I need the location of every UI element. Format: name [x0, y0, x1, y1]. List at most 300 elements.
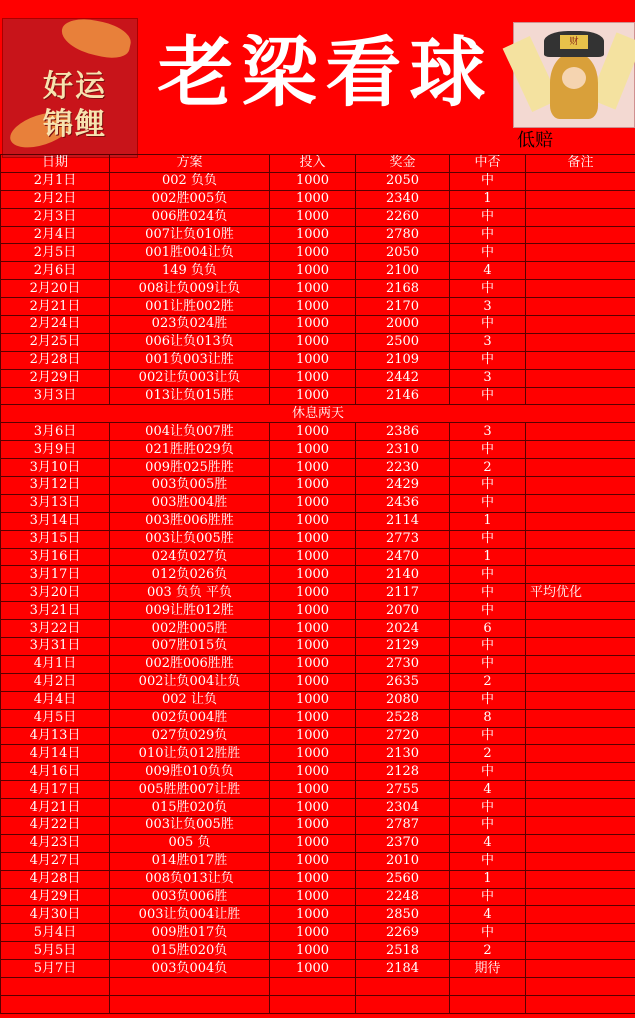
- cell-plan: 003负004负: [110, 960, 270, 978]
- table-row: [1, 691, 635, 709]
- cell-hit: 1: [450, 870, 526, 888]
- cell-plan: 007让负010胜: [110, 226, 270, 244]
- cell-hit: 中: [450, 602, 526, 620]
- cell-plan: 003让负004让胜: [110, 906, 270, 924]
- empty-cell: [526, 977, 635, 995]
- cell-prize: 2304: [356, 799, 450, 817]
- page-title: 老梁看球: [157, 28, 494, 117]
- cell-prize: 2755: [356, 781, 450, 799]
- cell-stake: 1000: [270, 530, 356, 548]
- cell-plan: 006胜024负: [110, 208, 270, 226]
- cell-note: [526, 172, 635, 190]
- table-header-row: [1, 155, 635, 173]
- cell-plan: 005 负: [110, 834, 270, 852]
- cell-note: [526, 298, 635, 316]
- cell-note: [526, 244, 635, 262]
- table-row: [1, 351, 635, 369]
- cell-stake: 1000: [270, 602, 356, 620]
- cell-prize: 2429: [356, 477, 450, 495]
- cell-note: [526, 709, 635, 727]
- cell-hit: 中: [450, 494, 526, 512]
- cell-stake: 1000: [270, 333, 356, 351]
- table-row: [1, 298, 635, 316]
- empty-cell: [1, 995, 110, 1013]
- table-row: [1, 459, 635, 477]
- cell-note: [526, 852, 635, 870]
- cell-hit: 中: [450, 727, 526, 745]
- cell-date: 2月28日: [1, 351, 110, 369]
- empty-cell: [356, 977, 450, 995]
- cell-note: [526, 870, 635, 888]
- cell-plan: 015胜020负: [110, 942, 270, 960]
- cell-date: 4月17日: [1, 781, 110, 799]
- table-row: [1, 244, 635, 262]
- table-row: [1, 477, 635, 495]
- cell-prize: 2170: [356, 298, 450, 316]
- cell-stake: 1000: [270, 906, 356, 924]
- cell-hit: 中: [450, 530, 526, 548]
- cell-stake: 1000: [270, 369, 356, 387]
- cell-date: 3月15日: [1, 530, 110, 548]
- cell-stake: 1000: [270, 494, 356, 512]
- cell-plan: 009胜010负负: [110, 763, 270, 781]
- cell-plan: 003让负005胜: [110, 530, 270, 548]
- cell-prize: 2260: [356, 208, 450, 226]
- table-row: [1, 906, 635, 924]
- rest-label: 休息两天: [1, 405, 635, 423]
- table-row: [1, 316, 635, 334]
- cell-date: 2月4日: [1, 226, 110, 244]
- table-row: [1, 960, 635, 978]
- cell-date: 3月13日: [1, 494, 110, 512]
- cell-plan: 003负006胜: [110, 888, 270, 906]
- table-row: [1, 530, 635, 548]
- cell-plan: 008负013让负: [110, 870, 270, 888]
- cell-plan: 004让负007胜: [110, 423, 270, 441]
- table-row: [1, 369, 635, 387]
- cell-stake: 1000: [270, 888, 356, 906]
- cell-hit: 中: [450, 351, 526, 369]
- table-row: [1, 727, 635, 745]
- table-row: [1, 548, 635, 566]
- cell-date: 3月16日: [1, 548, 110, 566]
- cell-plan: 003让负005胜: [110, 816, 270, 834]
- cell-stake: 1000: [270, 477, 356, 495]
- cell-note: [526, 834, 635, 852]
- god-of-wealth-image: [513, 22, 635, 128]
- cell-note: [526, 333, 635, 351]
- cell-stake: 1000: [270, 190, 356, 208]
- cell-date: 2月2日: [1, 190, 110, 208]
- cell-prize: 2050: [356, 172, 450, 190]
- rest-row: [1, 405, 635, 423]
- cell-stake: 1000: [270, 566, 356, 584]
- cell-stake: 1000: [270, 172, 356, 190]
- empty-row: [1, 977, 635, 995]
- cell-date: 3月6日: [1, 423, 110, 441]
- cell-stake: 1000: [270, 709, 356, 727]
- cell-hit: 中: [450, 244, 526, 262]
- cell-stake: 1000: [270, 942, 356, 960]
- table-row: [1, 566, 635, 584]
- cell-date: 3月31日: [1, 638, 110, 656]
- cell-hit: 中: [450, 441, 526, 459]
- cell-plan: 024负027负: [110, 548, 270, 566]
- column-header-note: 备注: [526, 155, 635, 173]
- cell-plan: 001让胜002胜: [110, 298, 270, 316]
- cell-date: 3月14日: [1, 512, 110, 530]
- cell-date: 4月29日: [1, 888, 110, 906]
- cell-prize: 2080: [356, 691, 450, 709]
- cell-hit: 2: [450, 942, 526, 960]
- cell-note: [526, 763, 635, 781]
- cell-hit: 1: [450, 190, 526, 208]
- cell-note: [526, 208, 635, 226]
- cell-prize: 2500: [356, 333, 450, 351]
- cell-prize: 2117: [356, 584, 450, 602]
- cell-prize: 2436: [356, 494, 450, 512]
- cell-plan: 009胜025胜胜: [110, 459, 270, 477]
- table-row: [1, 584, 635, 602]
- cell-date: 2月20日: [1, 280, 110, 298]
- column-header-hit: 中否: [450, 155, 526, 173]
- cell-prize: 2560: [356, 870, 450, 888]
- table-row: [1, 781, 635, 799]
- cell-date: 2月3日: [1, 208, 110, 226]
- cell-plan: 002让负004让负: [110, 673, 270, 691]
- cell-hit: 3: [450, 298, 526, 316]
- cell-stake: 1000: [270, 924, 356, 942]
- cell-hit: 中: [450, 566, 526, 584]
- cell-stake: 1000: [270, 799, 356, 817]
- cell-prize: 2528: [356, 709, 450, 727]
- cell-note: [526, 423, 635, 441]
- table-row: [1, 799, 635, 817]
- cell-note: [526, 960, 635, 978]
- cell-note: [526, 727, 635, 745]
- cell-hit: 3: [450, 423, 526, 441]
- table-row: [1, 262, 635, 280]
- table-row: [1, 745, 635, 763]
- cell-plan: 014胜017胜: [110, 852, 270, 870]
- cell-plan: 149 负负: [110, 262, 270, 280]
- cell-plan: 003负005胜: [110, 477, 270, 495]
- table-row: [1, 208, 635, 226]
- cell-hit: 1: [450, 512, 526, 530]
- cell-plan: 001负003让胜: [110, 351, 270, 369]
- cell-date: 3月9日: [1, 441, 110, 459]
- cell-hit: 4: [450, 781, 526, 799]
- cell-prize: 2470: [356, 548, 450, 566]
- logo-text-line2: 锦鲤: [43, 107, 107, 142]
- cell-note: [526, 566, 635, 584]
- table-row: [1, 423, 635, 441]
- column-header-plan: 方案: [110, 155, 270, 173]
- cell-date: 4月21日: [1, 799, 110, 817]
- cell-plan: 013让负015胜: [110, 387, 270, 405]
- cell-prize: 2518: [356, 942, 450, 960]
- cell-note: [526, 387, 635, 405]
- cell-note: [526, 602, 635, 620]
- cell-date: 2月29日: [1, 369, 110, 387]
- cell-date: 5月7日: [1, 960, 110, 978]
- cell-hit: 中: [450, 888, 526, 906]
- cell-note: [526, 942, 635, 960]
- cell-date: 4月13日: [1, 727, 110, 745]
- table-row: [1, 763, 635, 781]
- cell-note: [526, 369, 635, 387]
- column-header-date: 日期: [1, 155, 110, 173]
- cell-hit: 8: [450, 709, 526, 727]
- cell-prize: 2129: [356, 638, 450, 656]
- column-header-prize: 奖金: [356, 155, 450, 173]
- cell-prize: 2635: [356, 673, 450, 691]
- cell-hit: 中: [450, 924, 526, 942]
- cell-note: [526, 924, 635, 942]
- cell-stake: 1000: [270, 745, 356, 763]
- cell-prize: 2024: [356, 620, 450, 638]
- cell-prize: 2787: [356, 816, 450, 834]
- cell-hit: 中: [450, 691, 526, 709]
- cell-date: 4月30日: [1, 906, 110, 924]
- cell-date: 3月12日: [1, 477, 110, 495]
- cell-stake: 1000: [270, 584, 356, 602]
- cell-stake: 1000: [270, 512, 356, 530]
- cell-note: [526, 673, 635, 691]
- table-row: [1, 190, 635, 208]
- cell-hit: 4: [450, 834, 526, 852]
- cell-stake: 1000: [270, 620, 356, 638]
- cell-stake: 1000: [270, 960, 356, 978]
- koi-fish-icon: [58, 14, 134, 62]
- cell-hit: 3: [450, 333, 526, 351]
- cell-plan: 003 负负 平负: [110, 584, 270, 602]
- cell-prize: 2442: [356, 369, 450, 387]
- cell-prize: 2109: [356, 351, 450, 369]
- cell-note: [526, 512, 635, 530]
- cell-note: [526, 906, 635, 924]
- cell-date: 4月27日: [1, 852, 110, 870]
- cell-date: 2月6日: [1, 262, 110, 280]
- cell-date: 3月22日: [1, 620, 110, 638]
- cell-stake: 1000: [270, 423, 356, 441]
- table-row: [1, 655, 635, 673]
- empty-cell: [526, 995, 635, 1013]
- cell-plan: 002 负负: [110, 172, 270, 190]
- face-icon: [562, 67, 586, 89]
- table-row: [1, 512, 635, 530]
- cell-plan: 009胜017负: [110, 924, 270, 942]
- cell-hit: 中: [450, 316, 526, 334]
- cell-date: 4月1日: [1, 655, 110, 673]
- table-row: [1, 888, 635, 906]
- cell-note: [526, 441, 635, 459]
- cell-stake: 1000: [270, 763, 356, 781]
- cell-prize: 2773: [356, 530, 450, 548]
- empty-cell: [1, 977, 110, 995]
- cell-plan: 006让负013负: [110, 333, 270, 351]
- cell-note: [526, 781, 635, 799]
- cell-plan: 008让负009让负: [110, 280, 270, 298]
- table-row: [1, 602, 635, 620]
- cell-date: 2月21日: [1, 298, 110, 316]
- cell-stake: 1000: [270, 673, 356, 691]
- cell-stake: 1000: [270, 852, 356, 870]
- cell-date: 4月14日: [1, 745, 110, 763]
- cell-note: [526, 280, 635, 298]
- cell-prize: 2248: [356, 888, 450, 906]
- table-row: [1, 852, 635, 870]
- cell-plan: 010让负012胜胜: [110, 745, 270, 763]
- cell-prize: 2720: [356, 727, 450, 745]
- cell-plan: 002胜006胜胜: [110, 655, 270, 673]
- empty-cell: [270, 995, 356, 1013]
- cell-plan: 009让胜012胜: [110, 602, 270, 620]
- cell-date: 4月16日: [1, 763, 110, 781]
- cell-note: [526, 477, 635, 495]
- cell-stake: 1000: [270, 316, 356, 334]
- cell-prize: 2310: [356, 441, 450, 459]
- cell-hit: 中: [450, 655, 526, 673]
- cell-plan: 021胜胜029负: [110, 441, 270, 459]
- cell-stake: 1000: [270, 441, 356, 459]
- cell-plan: 027负029负: [110, 727, 270, 745]
- cell-plan: 007胜015负: [110, 638, 270, 656]
- cell-prize: 2386: [356, 423, 450, 441]
- empty-cell: [110, 995, 270, 1013]
- table-row: [1, 226, 635, 244]
- cell-hit: 中: [450, 280, 526, 298]
- cell-hit: 中: [450, 638, 526, 656]
- cell-plan: 002负004胜: [110, 709, 270, 727]
- cell-hit: 中: [450, 226, 526, 244]
- cell-plan: 002让负003让负: [110, 369, 270, 387]
- cell-hit: 中: [450, 584, 526, 602]
- cell-hit: 4: [450, 262, 526, 280]
- table-row: [1, 387, 635, 405]
- cell-prize: 2000: [356, 316, 450, 334]
- logo-text-line1: 好运: [43, 69, 107, 104]
- cell-prize: 2130: [356, 745, 450, 763]
- cell-prize: 2168: [356, 280, 450, 298]
- cell-note: [526, 655, 635, 673]
- cell-hit: 期待: [450, 960, 526, 978]
- cell-prize: 2850: [356, 906, 450, 924]
- cell-date: 4月22日: [1, 816, 110, 834]
- empty-cell: [270, 977, 356, 995]
- cell-plan: 005胜胜007让胜: [110, 781, 270, 799]
- cell-date: 4月4日: [1, 691, 110, 709]
- cell-stake: 1000: [270, 655, 356, 673]
- cell-stake: 1000: [270, 548, 356, 566]
- cell-prize: 2146: [356, 387, 450, 405]
- cell-prize: 2070: [356, 602, 450, 620]
- cell-plan: 012负026负: [110, 566, 270, 584]
- cell-prize: 2269: [356, 924, 450, 942]
- cell-stake: 1000: [270, 870, 356, 888]
- cell-note: [526, 745, 635, 763]
- cell-stake: 1000: [270, 280, 356, 298]
- cell-plan: 001胜004让负: [110, 244, 270, 262]
- cell-stake: 1000: [270, 298, 356, 316]
- table-row: [1, 870, 635, 888]
- cell-plan: 003胜006胜胜: [110, 512, 270, 530]
- cell-note: [526, 620, 635, 638]
- table-row: [1, 172, 635, 190]
- cell-date: 3月20日: [1, 584, 110, 602]
- cell-date: 3月10日: [1, 459, 110, 477]
- table-row: [1, 834, 635, 852]
- cell-stake: 1000: [270, 208, 356, 226]
- cell-hit: 4: [450, 906, 526, 924]
- header: [0, 0, 635, 155]
- cell-hit: 2: [450, 673, 526, 691]
- cell-hit: 中: [450, 387, 526, 405]
- cell-hit: 中: [450, 816, 526, 834]
- cell-hit: 2: [450, 459, 526, 477]
- cell-prize: 2128: [356, 763, 450, 781]
- table-row: [1, 924, 635, 942]
- cell-note: [526, 548, 635, 566]
- cell-note: [526, 351, 635, 369]
- plaque-label: 财: [560, 35, 588, 49]
- cell-note: [526, 691, 635, 709]
- cell-stake: 1000: [270, 387, 356, 405]
- cell-date: 3月21日: [1, 602, 110, 620]
- cell-date: 2月24日: [1, 316, 110, 334]
- cell-hit: 1: [450, 548, 526, 566]
- cell-plan: 002胜005负: [110, 190, 270, 208]
- table-row: [1, 942, 635, 960]
- cell-note: [526, 190, 635, 208]
- cell-stake: 1000: [270, 727, 356, 745]
- cell-prize: 2340: [356, 190, 450, 208]
- cell-hit: 中: [450, 763, 526, 781]
- table-row: [1, 709, 635, 727]
- cell-note: 平均优化: [526, 584, 635, 602]
- cell-note: [526, 530, 635, 548]
- table-body-second: [1, 423, 635, 978]
- table-row: [1, 441, 635, 459]
- cell-note: [526, 816, 635, 834]
- table-row: [1, 280, 635, 298]
- cell-note: [526, 262, 635, 280]
- table-row: [1, 673, 635, 691]
- cell-prize: 2730: [356, 655, 450, 673]
- lucky-koi-logo: [2, 18, 138, 158]
- cell-stake: 1000: [270, 244, 356, 262]
- cell-date: 4月23日: [1, 834, 110, 852]
- cell-hit: 6: [450, 620, 526, 638]
- empty-cell: [356, 995, 450, 1013]
- cell-date: 4月28日: [1, 870, 110, 888]
- cell-plan: 003胜004胜: [110, 494, 270, 512]
- cell-hit: 3: [450, 369, 526, 387]
- table-row: [1, 620, 635, 638]
- cell-note: [526, 888, 635, 906]
- cell-stake: 1000: [270, 638, 356, 656]
- cell-date: 5月4日: [1, 924, 110, 942]
- page-subtitle: 低赔: [517, 130, 553, 151]
- cell-date: 2月5日: [1, 244, 110, 262]
- cell-prize: 2230: [356, 459, 450, 477]
- cell-stake: 1000: [270, 691, 356, 709]
- empty-cell: [450, 995, 526, 1013]
- cell-hit: 中: [450, 852, 526, 870]
- column-header-stake: 投入: [270, 155, 356, 173]
- table-body-first: [1, 172, 635, 405]
- empty-cell: [450, 977, 526, 995]
